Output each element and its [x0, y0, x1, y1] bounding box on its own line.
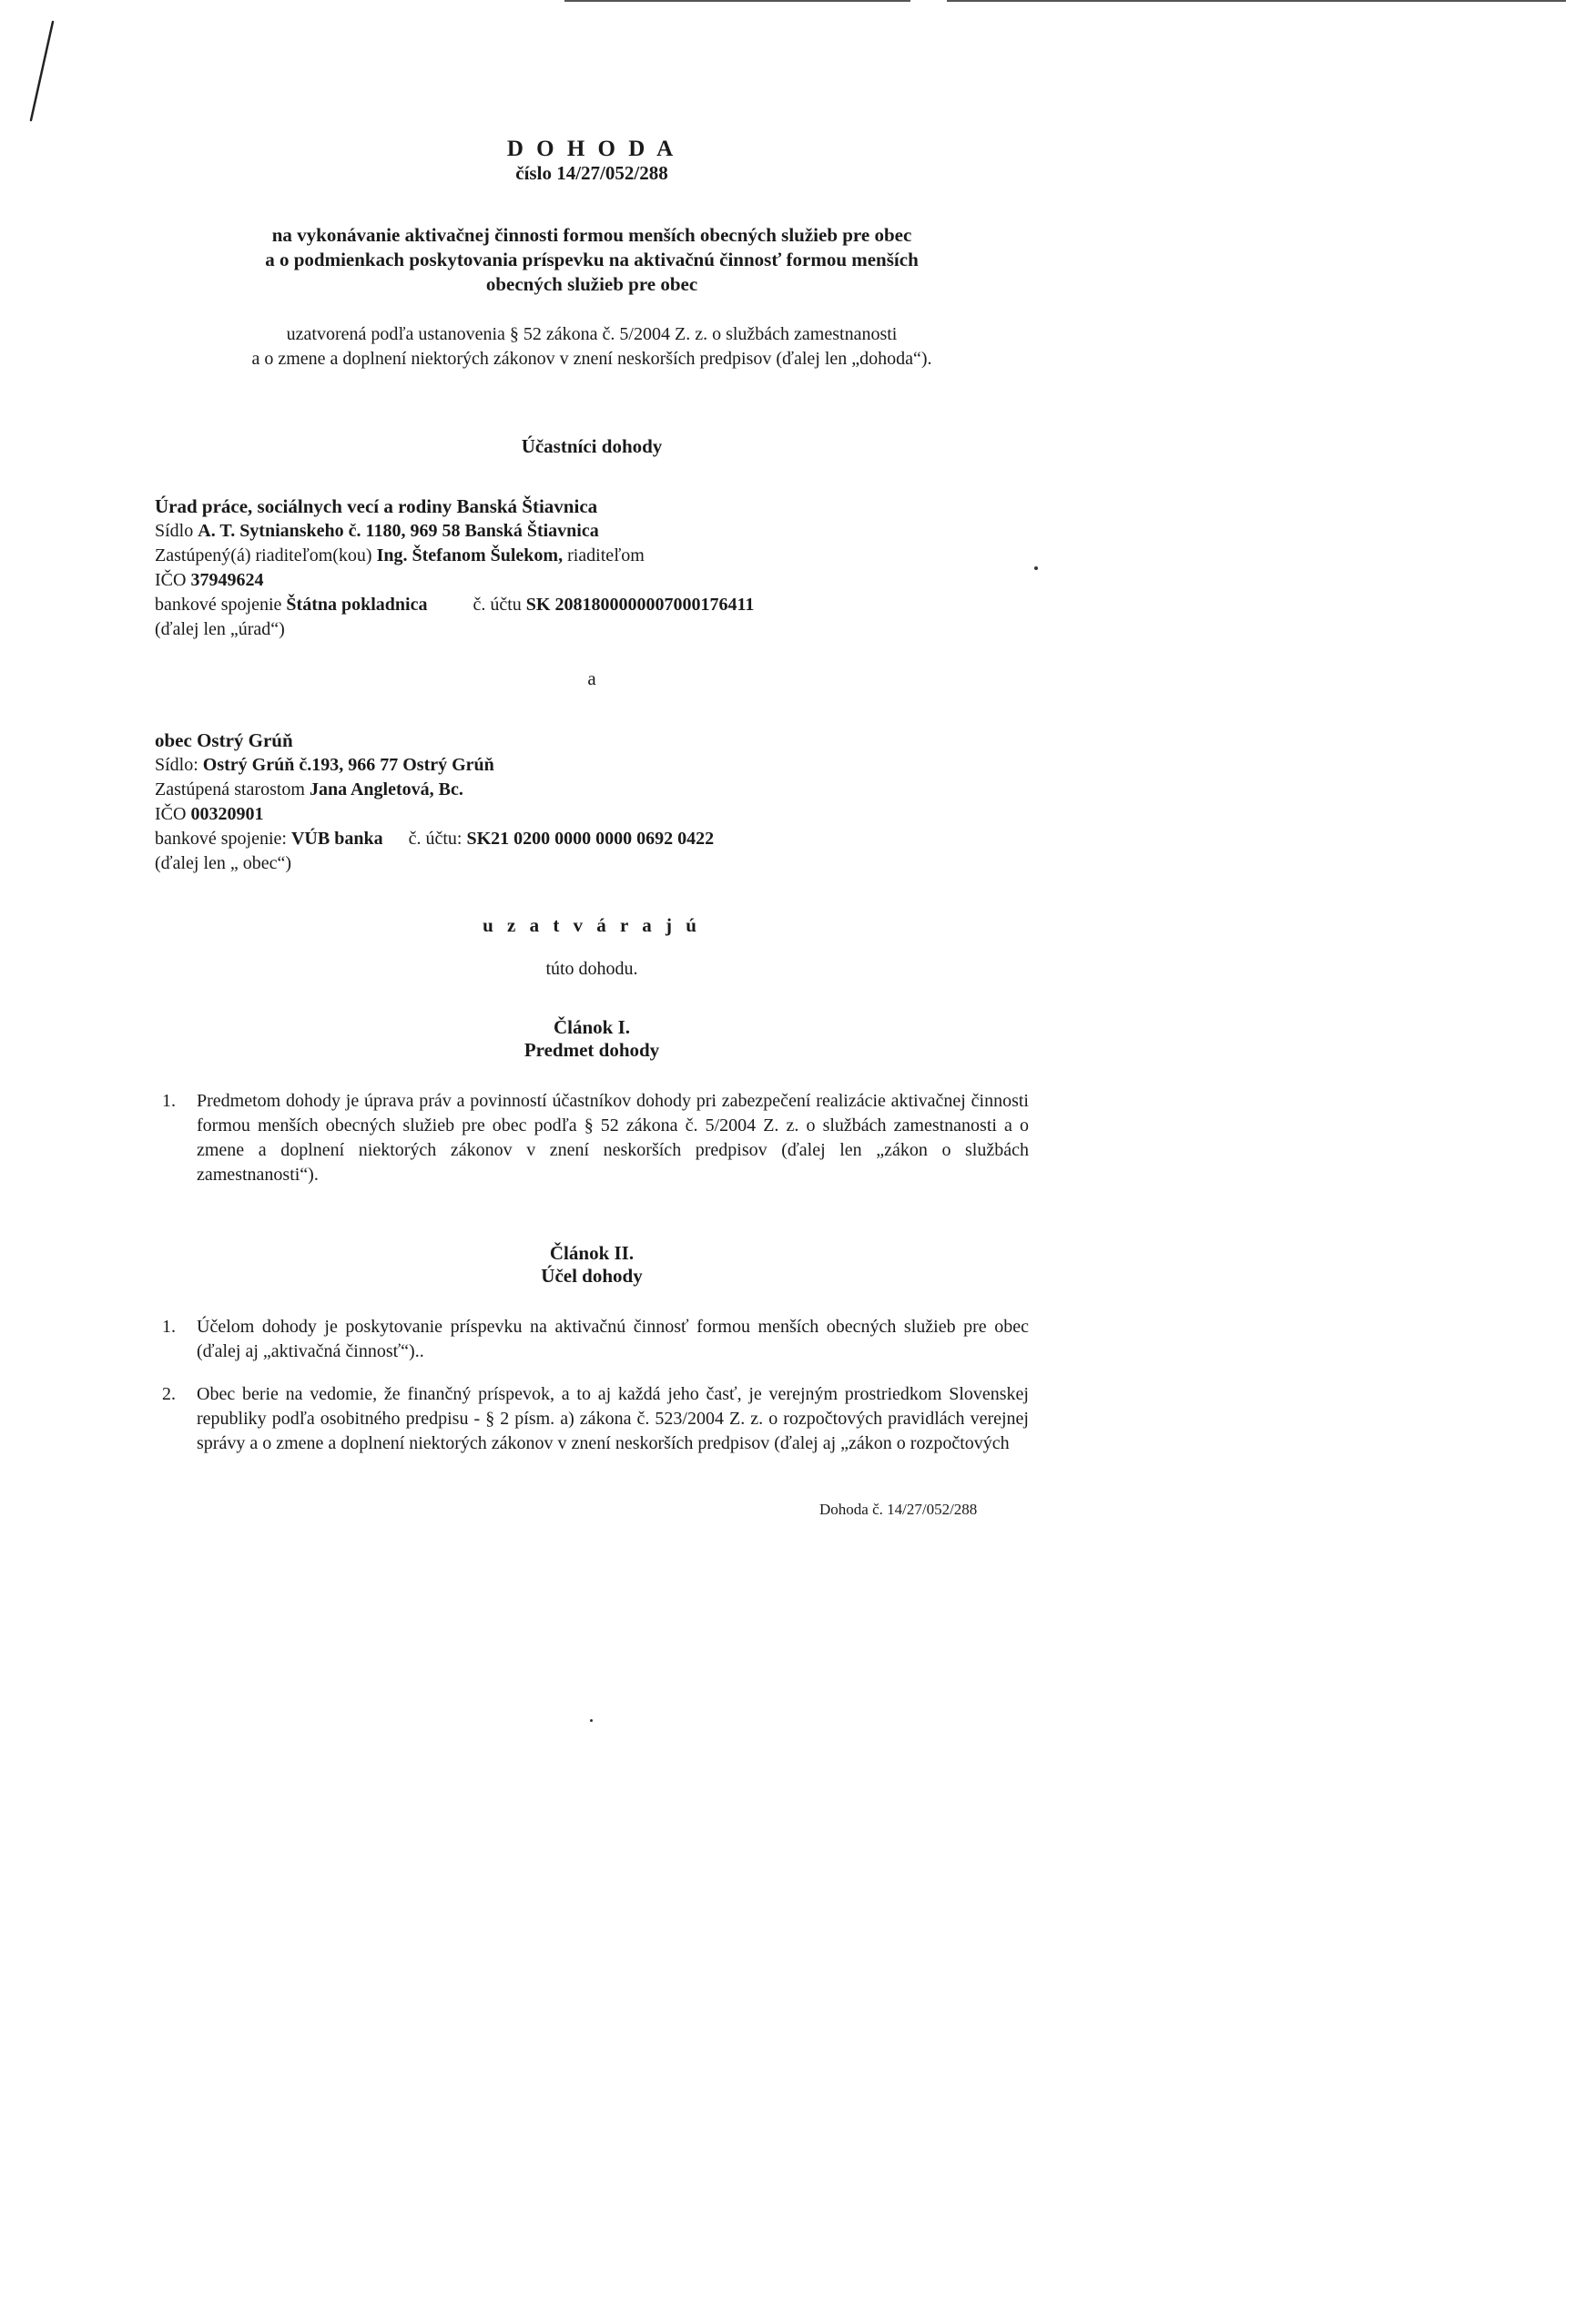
article-clauses	[155, 1089, 1029, 1187]
municipality-acct-value: SK21 0200 0000 0000 0692 0422	[466, 829, 715, 849]
municipality-ico-value: 00320901	[190, 804, 264, 824]
scan-edge-line-right	[947, 0, 1566, 2]
municipality-acct-label: č. účtu:	[408, 829, 463, 849]
office-seat	[155, 519, 1029, 544]
closing-object: túto dohodu.	[545, 959, 638, 979]
office-ico-value: 37949624	[190, 570, 264, 590]
footer-reference: Dohoda č. 14/27/052/288	[819, 1501, 978, 1518]
clause-text: Predmetom dohody je úprava práv a povinností účastníkov dohody pri zabezpečení realizácie aktivačnej činnosti formou menších obecných služieb pre obec podľa § 52 zákona č. 5/2004 Z. z. o službách zamestnanosti a o zmene a doplnení niektorých zákonov v znení neskorších predpisov (ďalej len „zákon o službách zamestnanosti“).	[197, 1091, 1029, 1185]
participants-heading: Účastníci dohody	[521, 435, 663, 457]
clause-number: 1.	[162, 1091, 176, 1111]
closing-verb: u z a t v á r a j ú	[483, 914, 701, 936]
municipality-bank-label: bankové spojenie:	[155, 829, 287, 849]
municipality-seat	[155, 753, 1029, 778]
office-bank	[155, 593, 1029, 617]
municipality-ico	[155, 802, 1029, 827]
office-ico-label: IČO	[155, 570, 187, 590]
office-bank-label: bankové spojenie	[155, 595, 282, 615]
legal-basis-line: uzatvorená podľa ustanovenia § 52 zákona č. 5/2004 Z. z. o službách zamestnanosti	[286, 324, 898, 344]
clause-text: Účelom dohody je poskytovanie príspevku na aktivačnú činnosť formou menších obecných služieb pre obec (ďalej aj „aktivačná činnosť“)..	[197, 1317, 1029, 1361]
scan-speck	[590, 1719, 593, 1722]
article-number: Článok I.	[553, 1016, 631, 1038]
office-rep-label: Zastúpený(á) riaditeľom(kou)	[155, 545, 372, 565]
office-seat-label: Sídlo	[155, 521, 194, 541]
document-subtitle	[155, 223, 1029, 297]
scan-speck	[1034, 566, 1038, 570]
handwritten-slash-mark	[25, 18, 62, 127]
clause-number: 2.	[162, 1384, 176, 1404]
office-alias: (ďalej len „úrad“)	[155, 619, 285, 639]
municipality-name: obec Ostrý Grúň	[155, 729, 293, 751]
municipality-representative	[155, 778, 1029, 802]
office-bank-value: Štátna pokladnica	[286, 595, 428, 615]
subtitle-line: obecných služieb pre obec	[485, 273, 698, 295]
clause	[155, 1089, 1029, 1187]
office-acct-value: SK 2081800000007000176411	[525, 595, 755, 615]
office-rep-suffix: riaditeľom	[567, 545, 645, 565]
party-municipality	[155, 728, 1029, 876]
clause	[155, 1315, 1029, 1364]
office-rep-value: Ing. Štefanom Šulekom,	[376, 545, 564, 565]
office-name: Úrad práce, sociálnych vecí a rodiny Banská Štiavnica	[155, 495, 598, 517]
subtitle-line: a o podmienkach poskytovania príspevku na aktivačnú činnosť formou menších	[265, 249, 919, 270]
municipality-rep-label: Zastúpená starostom	[155, 779, 305, 799]
article-clauses	[155, 1315, 1029, 1456]
municipality-ico-label: IČO	[155, 804, 187, 824]
municipality-seat-value: Ostrý Grúň č.193, 966 77 Ostrý Grúň	[202, 755, 494, 775]
document-title: D O H O D A	[506, 137, 677, 161]
party-office	[155, 494, 1029, 642]
article-title: Účel dohody	[541, 1265, 643, 1287]
clause-number: 1.	[162, 1317, 176, 1337]
document-number: číslo 14/27/052/288	[515, 162, 668, 184]
municipality-alias: (ďalej len „ obec“)	[155, 853, 292, 873]
article-title: Predmet dohody	[524, 1039, 660, 1061]
legal-basis	[155, 322, 1029, 372]
scan-edge-line	[564, 0, 910, 2]
parties-conjunction: a	[587, 667, 596, 689]
clause	[155, 1382, 1029, 1456]
municipality-rep-value: Jana Angletová, Bc.	[309, 779, 463, 799]
legal-basis-line: a o zmene a doplnení niektorých zákonov v znení neskorších predpisov (ďalej len „dohoda“).	[251, 349, 932, 369]
office-seat-value: A. T. Sytnianskeho č. 1180, 969 58 Banská Štiavnica	[198, 521, 599, 541]
office-ico	[155, 568, 1029, 593]
subtitle-line: na vykonávanie aktivačnej činnosti formou menších obecných služieb pre obec	[271, 224, 912, 246]
article-number: Článok II.	[549, 1242, 635, 1264]
office-representative	[155, 544, 1029, 568]
office-acct-label: č. účtu	[473, 595, 522, 615]
municipality-seat-label: Sídlo:	[155, 755, 198, 775]
clause-text: Obec berie na vedomie, že finančný príspevok, a to aj každá jeho časť, je verejným prostriedkom Slovenskej republiky podľa osobitného predpisu - § 2 písm. a) zákona č. 523/2004 Z. z. o rozpočtových pravidlách verejnej správy a o zmene a doplnení niektorých zákonov v znení neskorších predpisov (ďalej aj „zákon o rozpočtových	[197, 1384, 1029, 1453]
municipality-bank	[155, 827, 1029, 851]
municipality-bank-value: VÚB banka	[290, 829, 383, 849]
agreement-document	[155, 137, 1029, 1511]
